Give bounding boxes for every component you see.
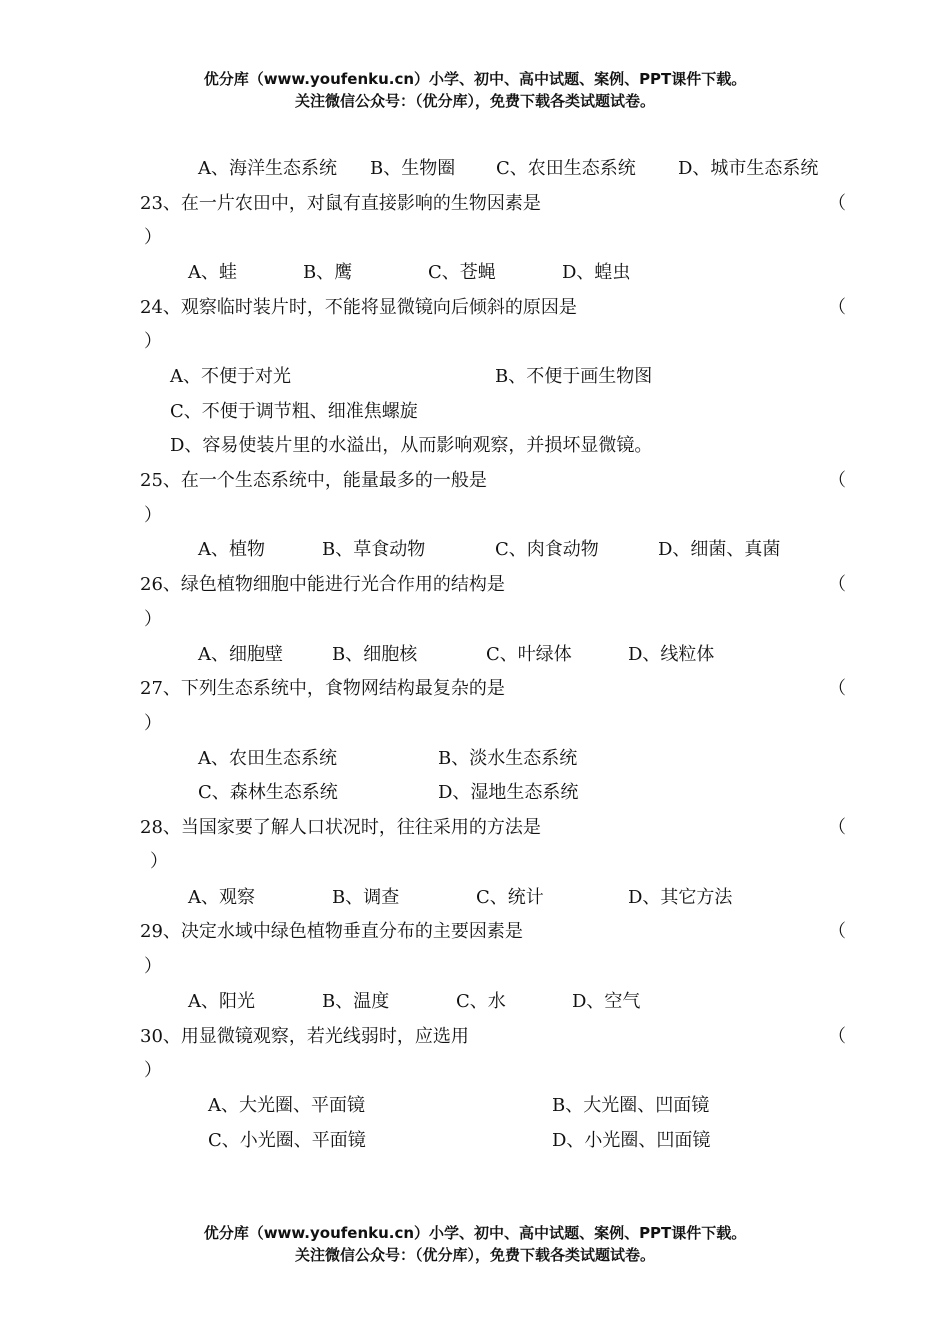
q25-option-a: A、植物 <box>198 539 265 560</box>
q29-paren-open: （ <box>828 921 846 942</box>
q30-option-b: B、大光圈、凹面镜 <box>552 1095 710 1116</box>
q25-paren-open: （ <box>828 470 846 491</box>
q28-option-b: B、调查 <box>332 887 400 908</box>
q26-stem: 26、绿色植物细胞中能进行光合作用的结构是 <box>140 574 505 595</box>
q28-paren-open: （ <box>828 817 846 838</box>
q22-option-a: A、海洋生态系统 <box>198 158 337 179</box>
q30-paren-open: （ <box>828 1026 846 1047</box>
q28-option-d: D、其它方法 <box>628 887 733 908</box>
q24-paren-close: ） <box>144 331 162 352</box>
q25-option-b: B、草食动物 <box>322 539 426 560</box>
q23-option-d: D、蝗虫 <box>562 262 631 283</box>
footer-line-2: 关注微信公众号：（优分库），免费下载各类试题试卷。 <box>294 1246 655 1264</box>
q25-paren-close: ） <box>144 505 162 526</box>
q24-stem: 24、观察临时装片时，不能将显微镜向后倾斜的原因是 <box>140 297 577 318</box>
q29-stem: 29、决定水域中绿色植物垂直分布的主要因素是 <box>140 921 523 942</box>
q27-option-a: A、农田生态系统 <box>198 748 337 769</box>
page-header <box>0 68 950 112</box>
q29-option-b: B、温度 <box>322 991 390 1012</box>
q29-option-a: A、阳光 <box>188 991 255 1012</box>
q29-option-c: C、水 <box>456 991 506 1012</box>
q25-option-d: D、细菌、真菌 <box>658 539 781 560</box>
q30-option-d: D、小光圈、凹面镜 <box>552 1130 711 1151</box>
q30-option-a: A、大光圈、平面镜 <box>208 1095 365 1116</box>
q28-option-a: A、观察 <box>188 887 255 908</box>
q26-option-b: B、细胞核 <box>332 644 418 665</box>
header-line-1: 优分库（www.youfenku.cn）小学、初中、高中试题、案例、PPT课件下载。 <box>203 70 747 88</box>
q25-stem: 25、在一个生态系统中，能量最多的一般是 <box>140 470 487 491</box>
q26-option-d: D、线粒体 <box>628 644 715 665</box>
q30-option-c: C、小光圈、平面镜 <box>208 1130 366 1151</box>
q23-option-c: C、苍蝇 <box>428 262 496 283</box>
q27-paren-open: （ <box>828 678 846 699</box>
q26-paren-close: ） <box>144 609 162 630</box>
q29-option-d: D、空气 <box>572 991 641 1012</box>
q24-paren-open: （ <box>828 297 846 318</box>
q23-paren-close: ） <box>144 227 162 248</box>
q29-paren-close: ） <box>144 956 162 977</box>
footer-line-1: 优分库（www.youfenku.cn）小学、初中、高中试题、案例、PPT课件下载。 <box>203 1224 747 1242</box>
q30-stem: 30、用显微镜观察，若光线弱时，应选用 <box>140 1026 469 1047</box>
q24-option-b: B、不便于画生物图 <box>495 366 653 387</box>
q26-paren-open: （ <box>828 574 846 595</box>
page-footer <box>0 1222 950 1266</box>
q28-stem: 28、当国家要了解人口状况时，往往采用的方法是 <box>140 817 541 838</box>
q28-paren-close: ） <box>150 851 168 872</box>
q28-option-c: C、统计 <box>476 887 544 908</box>
q22-option-c: C、农田生态系统 <box>496 158 636 179</box>
q23-option-b: B、鹰 <box>303 262 353 283</box>
q26-option-c: C、叶绿体 <box>486 644 572 665</box>
q25-option-c: C、肉食动物 <box>495 539 599 560</box>
q23-stem: 23、在一片农田中，对鼠有直接影响的生物因素是 <box>140 193 541 214</box>
q22-option-b: B、生物圈 <box>370 158 456 179</box>
q26-option-a: A、细胞壁 <box>198 644 283 665</box>
q30-paren-close: ） <box>144 1060 162 1081</box>
q27-option-c: C、森林生态系统 <box>198 782 338 803</box>
header-line-2: 关注微信公众号：（优分库），免费下载各类试题试卷。 <box>294 92 655 110</box>
q27-option-d: D、湿地生态系统 <box>438 782 579 803</box>
q23-option-a: A、蛙 <box>188 262 237 283</box>
q24-option-c: C、不便于调节粗、细准焦螺旋 <box>170 401 418 422</box>
q27-paren-close: ） <box>144 713 162 734</box>
q22-option-d: D、城市生态系统 <box>678 158 819 179</box>
q23-paren-open: （ <box>828 193 846 214</box>
q24-option-a: A、不便于对光 <box>170 366 291 387</box>
q27-option-b: B、淡水生态系统 <box>438 748 578 769</box>
q27-stem: 27、下列生态系统中，食物网结构最复杂的是 <box>140 678 505 699</box>
q24-option-d: D、容易使装片里的水溢出，从而影响观察，并损坏显微镜。 <box>170 435 653 456</box>
